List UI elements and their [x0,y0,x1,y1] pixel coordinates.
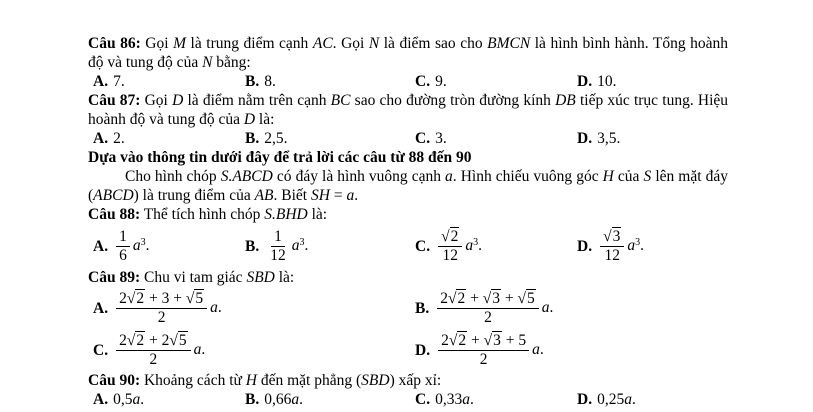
text-run: . Biết [273,187,311,204]
question-88-option-c [415,224,577,268]
text-run: N [202,54,213,71]
text-run: a [465,236,474,254]
text-run: 12 [604,246,620,264]
text-run: 0,5 [113,391,133,408]
text-run: Gọi [140,35,174,52]
text-run: ) xấp xỉ: [389,372,442,389]
question-90-options [88,390,728,409]
text-run: . Gọi [332,35,369,52]
text-run: là: [307,206,328,223]
fraction-denominator [267,247,289,265]
text-run: . [140,391,145,408]
text-run: . [549,298,554,316]
option-label: B. [415,299,430,317]
question-86-option-c [415,72,577,91]
fraction-denominator [477,351,491,369]
text-run: có đáy là hình vuông cạnh [272,168,446,185]
option-label: B. [245,391,260,408]
sqrt-radical [603,227,621,245]
fraction-denominator [481,309,495,327]
text-run: Thể tích hình chóp [140,206,265,223]
text-run: là điểm nằm trên cạnh [183,92,331,109]
text-run: = [329,187,347,204]
question-90-option-d [577,390,728,409]
math-fraction [116,228,130,265]
text-run: là điểm sao cho [379,35,488,52]
question-90-option-a [93,390,245,409]
radicand: 2 [457,289,466,307]
question-90-label: Câu 90: [88,372,141,389]
radicand: 2 [136,289,145,307]
text-run: a [193,340,202,358]
text-run: . [469,391,474,408]
radicand: 2 [450,227,459,245]
question-86-label: Câu 86: [88,35,141,52]
option-label: B. [245,130,260,147]
text-run: H [602,168,614,185]
option-label: D. [415,341,431,359]
option-value [434,290,553,327]
text-run: + 3 + [145,289,186,307]
radical-sign-icon: √ [483,331,493,349]
text-run: 1 [274,227,282,245]
text-run: a [627,236,636,254]
text-run: 3. [435,130,447,147]
question-86-option-a [93,72,245,91]
text-run: 6 [119,246,127,264]
question-89-title [88,268,728,287]
option-value [113,228,149,265]
fraction-numerator [438,332,529,351]
text-run: Dựa vào thông tin dưới đây để trả lời các câu từ 88 đến 90 [88,149,472,166]
sqrt-radical [169,331,187,349]
text-run: là: [274,269,295,286]
math-fraction [116,290,207,327]
question-87-option-c [415,129,577,148]
option-value [435,129,447,148]
radical-sign-icon: √ [447,289,457,307]
text-run: 8. [264,73,276,90]
text-run: AB [254,187,274,204]
option-label: D. [577,391,593,408]
radicand: 3 [612,227,621,245]
question-89-option-b [415,287,728,329]
fraction-denominator [155,309,169,327]
radicand: 5 [195,289,204,307]
radical-sign-icon: √ [169,331,178,349]
radical-sign-icon: √ [448,331,458,349]
option-label: A. [93,73,109,90]
text-run: SBD [361,372,390,389]
text-run: là trung điểm cạnh [186,35,313,52]
text-run: a [445,168,453,185]
option-value [597,228,644,265]
text-run: 2 [119,289,127,307]
text-run: SH [311,187,330,204]
section-header-88-90 [88,148,728,167]
math-fraction [600,228,624,265]
text-run: M [173,35,187,52]
option-label: D. [577,130,593,147]
text-run: . Hình chiếu vuông góc [452,168,603,185]
text-run: của [613,168,644,185]
sqrt-radical [483,289,501,307]
text-run: 12 [270,246,286,264]
text-run: 0,25 [597,391,625,408]
intro-paragraph-88-90 [88,167,728,205]
text-run: D [172,92,184,109]
sqrt-radical [449,331,467,349]
radicand: 2 [458,331,467,349]
text-run: . [145,236,150,254]
option-value [113,332,205,369]
text-run: Gọi [140,92,173,109]
option-value [113,72,125,91]
radical-sign-icon: √ [185,289,195,307]
option-label: A. [93,130,109,147]
fraction-denominator [116,247,130,265]
math-fraction [116,332,191,369]
text-run: BMCN [487,35,531,52]
option-label: A. [93,237,109,255]
option-label: D. [577,73,593,90]
radical-sign-icon: √ [126,331,136,349]
radicand: 5 [178,331,187,349]
text-run: a [132,236,141,254]
text-run: + [466,289,483,307]
fraction-denominator [601,247,623,265]
radicand: 3 [493,331,501,349]
option-value [597,129,620,148]
option-value [435,390,474,409]
text-run: 2 [441,331,449,349]
question-86-option-d [577,72,728,91]
option-value [113,129,125,148]
fraction-numerator [437,290,539,309]
text-run: . [201,340,206,358]
question-88-options [88,224,728,268]
text-run: a [132,391,141,408]
text-run: . [304,236,309,254]
text-run: ABCD [93,187,134,204]
radicand: 3 [492,289,500,307]
text-run: a [346,187,355,204]
question-86-options [88,72,728,91]
question-86-title [88,34,728,72]
sqrt-radical [518,289,536,307]
fraction-numerator [116,332,191,351]
text-run: . [354,187,359,204]
text-run: 2 [479,350,488,368]
option-value [435,72,447,91]
radical-sign-icon: √ [482,289,492,307]
text-run: 2 [440,289,448,307]
question-89-label: Câu 89: [88,269,141,286]
math-fraction [267,228,289,265]
text-run: AC [312,35,333,52]
text-run: 3,5. [597,130,621,147]
text-run: S.ABCD [220,168,273,185]
text-run: ) là trung điểm của [133,187,255,204]
text-run: sao cho đường tròn đường kính [350,92,556,109]
question-88-label: Câu 88: [88,206,141,223]
option-label: A. [93,299,109,317]
text-run: là: [255,111,275,128]
sqrt-radical [127,331,145,349]
option-label: A. [93,391,109,408]
text-run: Cho hình chóp [125,168,221,185]
text-run: 3 [473,236,479,248]
radicand: 5 [527,289,535,307]
question-90-title [88,371,728,390]
option-label: B. [245,237,260,255]
question-88-title [88,205,728,224]
fraction-denominator [439,247,461,265]
text-run: 2 [157,308,166,326]
text-run: . [539,340,544,358]
text-run: 9. [435,73,447,90]
option-value [264,228,308,265]
fraction-numerator [600,228,624,247]
option-value [264,390,303,409]
text-run: 3 [140,236,146,248]
option-label: C. [415,391,431,408]
radical-sign-icon: √ [126,289,136,307]
question-88-option-d [577,224,728,268]
math-fraction [438,332,529,369]
question-90-option-b [245,390,415,409]
option-label: C. [415,73,431,90]
option-label: C. [415,130,431,147]
question-87-option-d [577,129,728,148]
sqrt-radical [441,227,459,245]
text-run: tiếp xúc trục tung. Hiệu hoành độ và tung độ của [88,92,729,128]
text-run: S [643,168,652,185]
text-run: là hình bình hành. Tổng hoành độ và tung độ của [88,35,729,71]
option-label: C. [93,341,109,359]
fraction-numerator [116,290,207,309]
option-label: B. [245,73,260,90]
question-89-option-d [415,329,728,371]
math-fraction [437,290,539,327]
text-run: D [243,111,256,128]
question-87-label: Câu 87: [88,92,141,109]
text-run: . [299,391,303,408]
text-run: 7. [113,73,125,90]
question-87-option-a [93,129,245,148]
fraction-numerator [271,228,285,247]
option-label: C. [415,237,431,255]
text-run: a [462,391,470,408]
option-value [435,228,482,265]
text-run: 2 [149,350,158,368]
fraction-denominator [146,351,160,369]
fraction-numerator [116,228,130,247]
text-run: Khoảng cách từ [140,372,246,389]
text-run: N [368,35,380,52]
option-value [264,129,287,148]
text-run: 3 [299,236,305,248]
text-run: + [501,289,518,307]
radical-sign-icon: √ [603,227,612,245]
text-run: đến mặt phẳng ( [256,372,362,389]
question-90-option-c [415,390,577,409]
option-value [435,332,544,369]
question-87-title [88,91,728,129]
text-run: 0,66 [264,391,292,408]
text-run: 1 [119,227,127,245]
radical-sign-icon: √ [441,227,450,245]
text-run: 2 [484,308,492,326]
text-run: . [640,236,644,254]
radicand: 2 [136,331,145,349]
text-run: a [541,298,550,316]
text-run: a [532,340,540,358]
text-run: lên mặt đáy ( [88,168,728,204]
text-run: 10. [597,73,617,90]
text-run: S.BHD [264,206,308,223]
text-run: BC [330,92,351,109]
option-value [597,390,636,409]
option-value [113,290,222,327]
text-run: bằng: [212,54,251,71]
question-89-options [88,287,728,371]
text-run: 0,33 [435,391,463,408]
text-run: H [245,372,257,389]
math-fraction [438,228,462,265]
text-run: + 2 [145,331,170,349]
sqrt-radical [127,289,145,307]
text-run: a [291,236,300,254]
option-value [264,72,276,91]
question-88-option-b [245,224,415,268]
text-run: DB [555,92,576,109]
sqrt-radical [484,331,502,349]
text-run: 12 [442,246,458,264]
option-value [113,390,144,409]
sqrt-radical [448,289,466,307]
text-run: . [217,298,222,316]
text-run: 2. [113,130,125,147]
text-run: 2 [119,331,127,349]
sqrt-radical [186,289,204,307]
option-label: D. [577,237,593,255]
text-run: + [467,331,484,349]
question-87-options [88,129,728,148]
text-run: Chu vi tam giác [140,269,247,286]
text-run: 2,5. [264,130,288,147]
text-run: . [478,236,482,254]
text-run: . [631,391,636,408]
text-run: 3 [635,236,641,248]
question-86-option-b [245,72,415,91]
text-run: SBD [246,269,275,286]
text-run: a [210,298,218,316]
text-run: a [624,391,632,408]
question-89-option-c [93,329,415,371]
question-89-option-a [93,287,415,329]
question-87-option-b [245,129,415,148]
question-88-option-a [93,224,245,268]
text-run: + 5 [501,331,527,349]
radical-sign-icon: √ [517,289,527,307]
option-value [597,72,616,91]
fraction-numerator [438,228,462,247]
text-run: a [291,391,300,408]
